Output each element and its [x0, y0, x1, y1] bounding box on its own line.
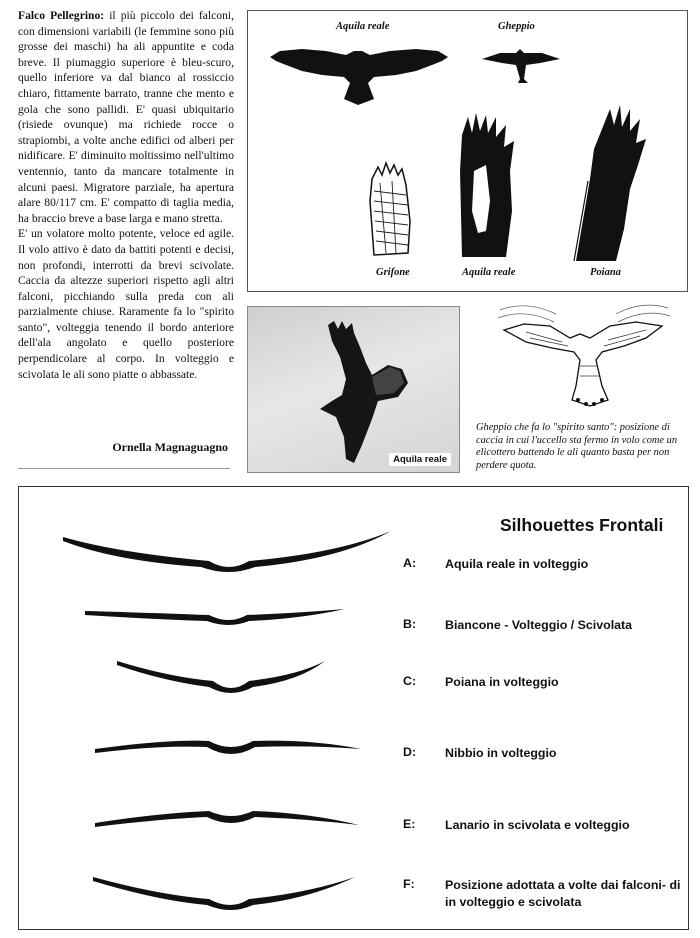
row-text-a: Aquila reale in volteggio — [445, 557, 589, 571]
label-grifone: Grifone — [376, 267, 410, 278]
row-letter-f: F: — [403, 877, 415, 891]
row-text-e: Lanario in scivolata e volteggio — [445, 818, 630, 832]
kestrel-hovering-icon — [496, 296, 672, 416]
row-text-f: Posizione adottata a volte dai falconi- di in volteggio e scivolata — [445, 878, 681, 909]
kestrel-silhouette-icon — [480, 47, 562, 87]
article-text — [18, 8, 234, 382]
article-lead: Falco Pellegrino: — [18, 9, 105, 22]
row-text-c: Poiana in volteggio — [445, 675, 559, 689]
eagle-photo — [247, 306, 460, 473]
buzzard-wing-icon — [564, 99, 648, 265]
silhouette-figure — [247, 10, 688, 292]
silhouette-a-icon — [59, 527, 395, 577]
label-gheppio: Gheppio — [498, 21, 535, 32]
row-letter-a: A: — [403, 556, 417, 570]
article-author: Ornella Magnaguagno — [112, 440, 228, 454]
silhouette-e-icon — [59, 805, 369, 833]
article-paragraph-1 — [18, 8, 234, 226]
row-letter-c: C: — [403, 674, 417, 688]
eagle-wing-icon — [456, 111, 518, 261]
article-body-1: il più piccolo dei falconi, con dimensioni variabili (le femmine sono più grosse dei maschi) ha ali appuntite e coda breve. Il piumaggio superiore è bleu-scuro, quello inferiore va dal bianco al rossiccio chiaro, fittamente barrato, tranne che mento e gola che sono pallidi. E' quasi ubiquitario (risiede ovunque) ma richiede rocce o strapiombi, a volte anche edifici od alberi per nidificare. E' diminuito moltissimo nell'ultimo ventennio, tanto da mancare totalmente in alcuni paesi. Migratore parziale, ha apertura alare 80/117 cm. E' compatto di taglia media, ha braccio breve a base larga e mano stretta. — [18, 9, 234, 225]
row-text-b: Biancone - Volteggio / Scivolata — [445, 618, 633, 632]
article-divider — [18, 468, 230, 469]
label-aquila-top: Aquila reale — [336, 21, 390, 32]
row-letter-e: E: — [403, 817, 416, 831]
silhouette-d-icon — [59, 733, 369, 763]
silhouette-c-icon — [59, 653, 349, 699]
griffon-wing-icon — [366, 161, 414, 257]
row-letter-d: D: — [403, 745, 417, 759]
kestrel-caption: Gheppio che fa lo "spirito santo": posizione di caccia in cui l'uccello sta fermo in volo come un elicottero battendo le ali quanto basta per non perdere quota. — [476, 422, 678, 471]
label-aquila-wing: Aquila reale — [462, 267, 516, 278]
row-letter-b: B: — [403, 617, 417, 631]
silhouette-b-icon — [59, 603, 349, 629]
eagle-silhouette-icon — [266, 37, 452, 107]
silhouette-f-icon — [59, 869, 359, 915]
photo-caption: Aquila reale — [389, 453, 451, 466]
frontal-silhouettes-panel — [18, 486, 689, 930]
row-text-d: Nibbio in volteggio — [445, 746, 557, 760]
label-poiana: Poiana — [590, 267, 621, 278]
frontal-title: Silhouettes Frontali — [500, 515, 664, 535]
eagle-photo-silhouette-icon — [314, 317, 414, 467]
article-paragraph-2: E' un volatore molto potente, veloce ed agile. Il volo attivo è dato da battiti potenti e decisi, non profondi, interrotti da brevi scivolate. Caccia da altezze superiori rispetto agli altri falconi, picchiando sulla preda con ali parzialmente chiuse. Raramente fa lo "spirito santo", volteggia tenendo il bordo anteriore dell'ala angolato e quello posteriore perpendicolare al corpo. In volteggio e scivolata le ali sono piatte o abbassate. — [18, 227, 234, 381]
